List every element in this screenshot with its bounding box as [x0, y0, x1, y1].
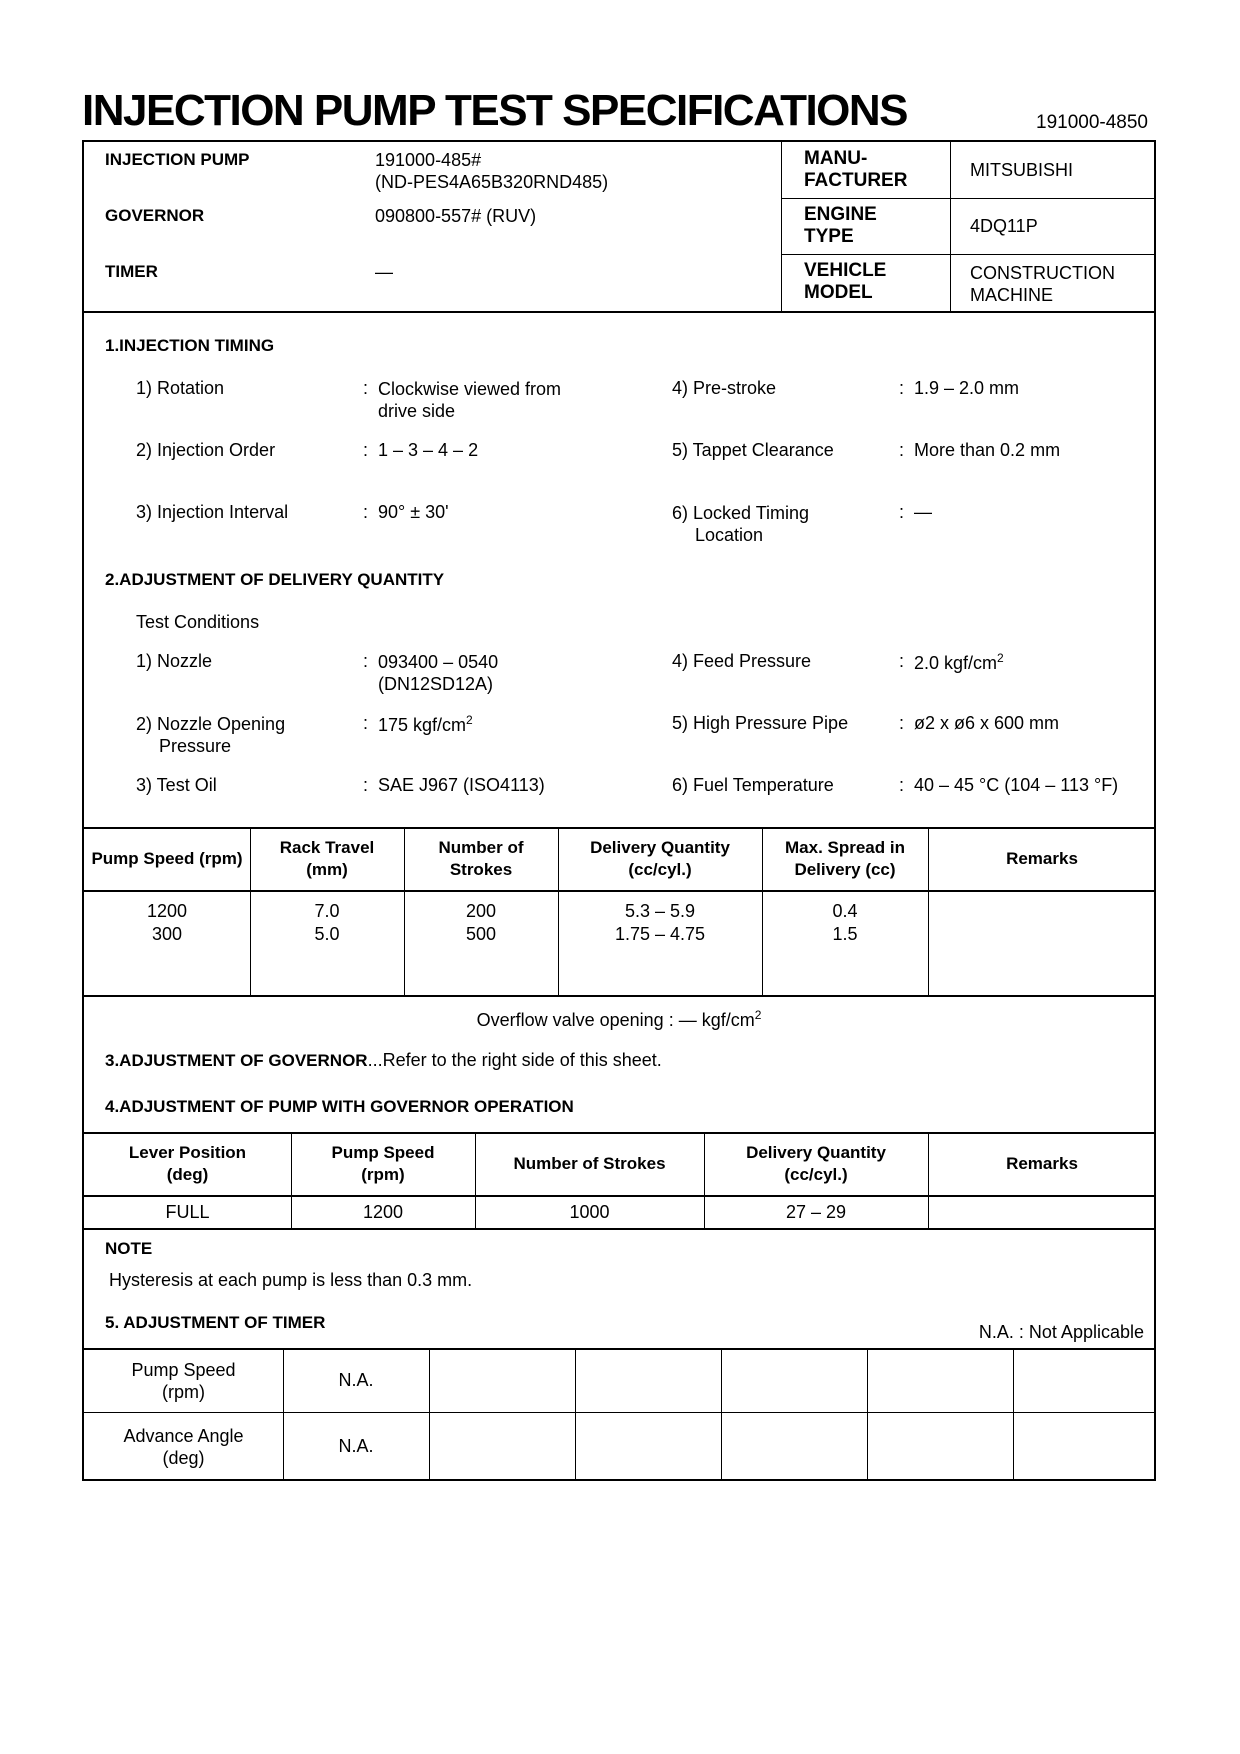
test-oil-colon: : [363, 775, 369, 795]
vehicle-model-value: CONSTRUCTION MACHINE [970, 263, 1115, 305]
locked-timing-label: 6) Locked Timing Location [672, 503, 810, 545]
engine-type-value: 4DQ11P [970, 216, 1038, 236]
delivery-quantity-heading: 2.ADJUSTMENT OF DELIVERY QUANTITY [105, 570, 445, 589]
timer-pump-speed-value: N.A. [338, 1370, 374, 1390]
header-divider-2 [950, 142, 951, 311]
injection-order-label: 2) Injection Order [136, 440, 276, 460]
table1-header-pump-speed: Pump Speed (rpm) [91, 849, 243, 868]
nozzle-label: 1) Nozzle [136, 651, 213, 671]
table3-col-divider [429, 1348, 430, 1481]
feed-pressure-label: 4) Feed Pressure [672, 651, 812, 671]
injection-pump-value-2: (ND-PES4A65B320RND485) [375, 172, 609, 192]
test-oil-label: 3) Test Oil [136, 775, 217, 795]
fuel-temperature-colon: : [899, 775, 905, 795]
table2-header-strokes: Number of Strokes [513, 1154, 666, 1173]
header-bottom-rule [84, 311, 1154, 313]
spec-sheet-frame [82, 140, 1156, 1481]
governor-value: 090800-557# (RUV) [375, 206, 537, 226]
injection-pump-value-1: 191000-485# [375, 150, 482, 170]
table-cell: 1200 [362, 1201, 404, 1222]
fuel-temperature-label: 6) Fuel Temperature [672, 775, 834, 795]
timer-adjustment-heading: 5. ADJUSTMENT OF TIMER [105, 1313, 326, 1332]
rotation-colon: : [363, 378, 369, 398]
table-cell: 200 [465, 901, 497, 921]
table-cell: 1.5 [832, 924, 858, 944]
timer-pump-speed-label: Pump Speed (rpm) [131, 1359, 236, 1402]
high-pressure-pipe-colon: : [899, 713, 905, 733]
timer-advance-angle-value: N.A. [338, 1436, 374, 1456]
timer-value: — [375, 262, 393, 282]
prestroke-value: 1.9 – 2.0 mm [914, 378, 1020, 398]
table3-col-divider [575, 1348, 576, 1481]
table1-col-strokes [404, 900, 558, 946]
timer-label: TIMER [105, 262, 158, 281]
table1-bottom-rule [84, 995, 1154, 997]
injection-interval-label: 3) Injection Interval [136, 502, 289, 522]
rotation-label: 1) Rotation [136, 378, 225, 398]
table-cell: 500 [465, 924, 497, 944]
vehicle-model-label: VEHICLE MODEL [804, 260, 887, 303]
header-row-divider-2 [781, 254, 1154, 255]
table1-header-spread: Max. Spread in Delivery (cc) [785, 838, 905, 879]
table-cell: 27 – 29 [785, 1201, 847, 1222]
nozzle-value: 093400 – 0540 (DN12SD12A) [378, 652, 499, 694]
governor-adjustment: 3.ADJUSTMENT OF GOVERNOR...Refer to the right side of this sheet. [105, 1050, 662, 1070]
test-oil-value: SAE J967 (ISO4113) [378, 775, 545, 795]
locked-timing-colon: : [899, 502, 905, 522]
nozzle-colon: : [363, 651, 369, 671]
nozzle-opening-pressure-colon: : [363, 713, 369, 733]
table2-bottom-rule [84, 1228, 1154, 1230]
table-cell: 5.0 [314, 924, 340, 944]
table-cell: 7.0 [314, 901, 340, 921]
governor-label: GOVERNOR [105, 206, 205, 225]
table3-col-divider [867, 1348, 868, 1481]
injection-order-colon: : [363, 440, 369, 460]
table-cell: 1000 [569, 1201, 610, 1222]
table-cell: 0.4 [832, 901, 858, 921]
table1-header-rule [84, 890, 1154, 892]
feed-pressure-colon: : [899, 651, 905, 671]
table1-col-rack [250, 900, 404, 946]
table2-header-speed: Pump Speed (rpm) [331, 1143, 435, 1184]
nozzle-opening-pressure-value: 175 kgf/$cm^2$ [378, 713, 473, 735]
note-text: Hysteresis at each pump is less than 0.3 mm. [109, 1270, 473, 1290]
table1-col-speed [84, 900, 250, 946]
na-legend: N.A. : Not Applicable [978, 1322, 1144, 1342]
injection-order-value: 1 – 3 – 4 – 2 [378, 440, 479, 460]
manufacturer-label: MANU- FACTURER [804, 148, 908, 191]
table1-header-remarks: Remarks [1006, 849, 1078, 868]
tappet-clearance-colon: : [899, 440, 905, 460]
prestroke-label: 4) Pre-stroke [672, 378, 777, 398]
overflow-valve-opening: Overflow valve opening : — kgf/$cm^2$ [476, 1008, 762, 1030]
tappet-clearance-value: More than 0.2 mm [914, 440, 1061, 460]
note-heading: NOTE [105, 1239, 153, 1258]
table2-header-lever: Lever Position (deg) [128, 1143, 247, 1184]
document-number: 191000-4850 [1036, 112, 1148, 133]
injection-timing-heading: 1.INJECTION TIMING [105, 336, 275, 355]
timer-advance-angle-label: Advance Angle (deg) [123, 1425, 244, 1468]
header-divider-1 [781, 142, 782, 311]
table3-col-divider [1013, 1348, 1014, 1481]
fuel-temperature-value: 40 – 45 °C (104 – 113 °F) [914, 775, 1119, 795]
high-pressure-pipe-value: ø2 x ø6 x 600 mm [914, 713, 1060, 733]
injection-pump-label: INJECTION PUMP [105, 150, 250, 169]
prestroke-colon: : [899, 378, 905, 398]
table2-header-delivery: Delivery Quantity (cc/cyl.) [746, 1143, 886, 1184]
table-cell: FULL [165, 1201, 210, 1222]
feed-pressure-value: 2.0 kgf/$cm^2$ [914, 651, 1004, 673]
table1-header-strokes: Number of Strokes [438, 838, 524, 879]
table1-col-delivery [558, 900, 762, 946]
page-title: INJECTION PUMP TEST SPECIFICATIONS [82, 86, 908, 135]
manufacturer-value: MITSUBISHI [970, 160, 1074, 180]
table3-col-divider [721, 1348, 722, 1481]
table-cell: 1.75 – 4.75 [614, 924, 706, 944]
tappet-clearance-label: 5) Tappet Clearance [672, 440, 834, 460]
nozzle-opening-pressure-label: 2) Nozzle Opening Pressure [136, 714, 286, 756]
table-cell: 1200 [146, 901, 188, 921]
table2-header-remarks: Remarks [1006, 1154, 1078, 1173]
test-conditions-label: Test Conditions [136, 612, 260, 632]
table1-header-delivery: Delivery Quantity (cc/cyl.) [590, 838, 730, 879]
header-row-divider-1 [781, 198, 1154, 199]
locked-timing-value: — [914, 502, 932, 522]
pump-governor-heading: 4.ADJUSTMENT OF PUMP WITH GOVERNOR OPERATION [105, 1097, 574, 1116]
table-cell: 300 [151, 924, 183, 944]
table1-col-spread [762, 900, 928, 946]
injection-interval-colon: : [363, 502, 369, 522]
engine-type-label: ENGINE TYPE [804, 204, 877, 247]
high-pressure-pipe-label: 5) High Pressure Pipe [672, 713, 849, 733]
table1-header-rack-travel: Rack Travel (mm) [279, 838, 375, 879]
table-cell: 5.3 – 5.9 [624, 901, 696, 921]
rotation-value: Clockwise viewed from drive side [378, 379, 562, 421]
injection-interval-value: 90° ± 30' [378, 502, 449, 522]
